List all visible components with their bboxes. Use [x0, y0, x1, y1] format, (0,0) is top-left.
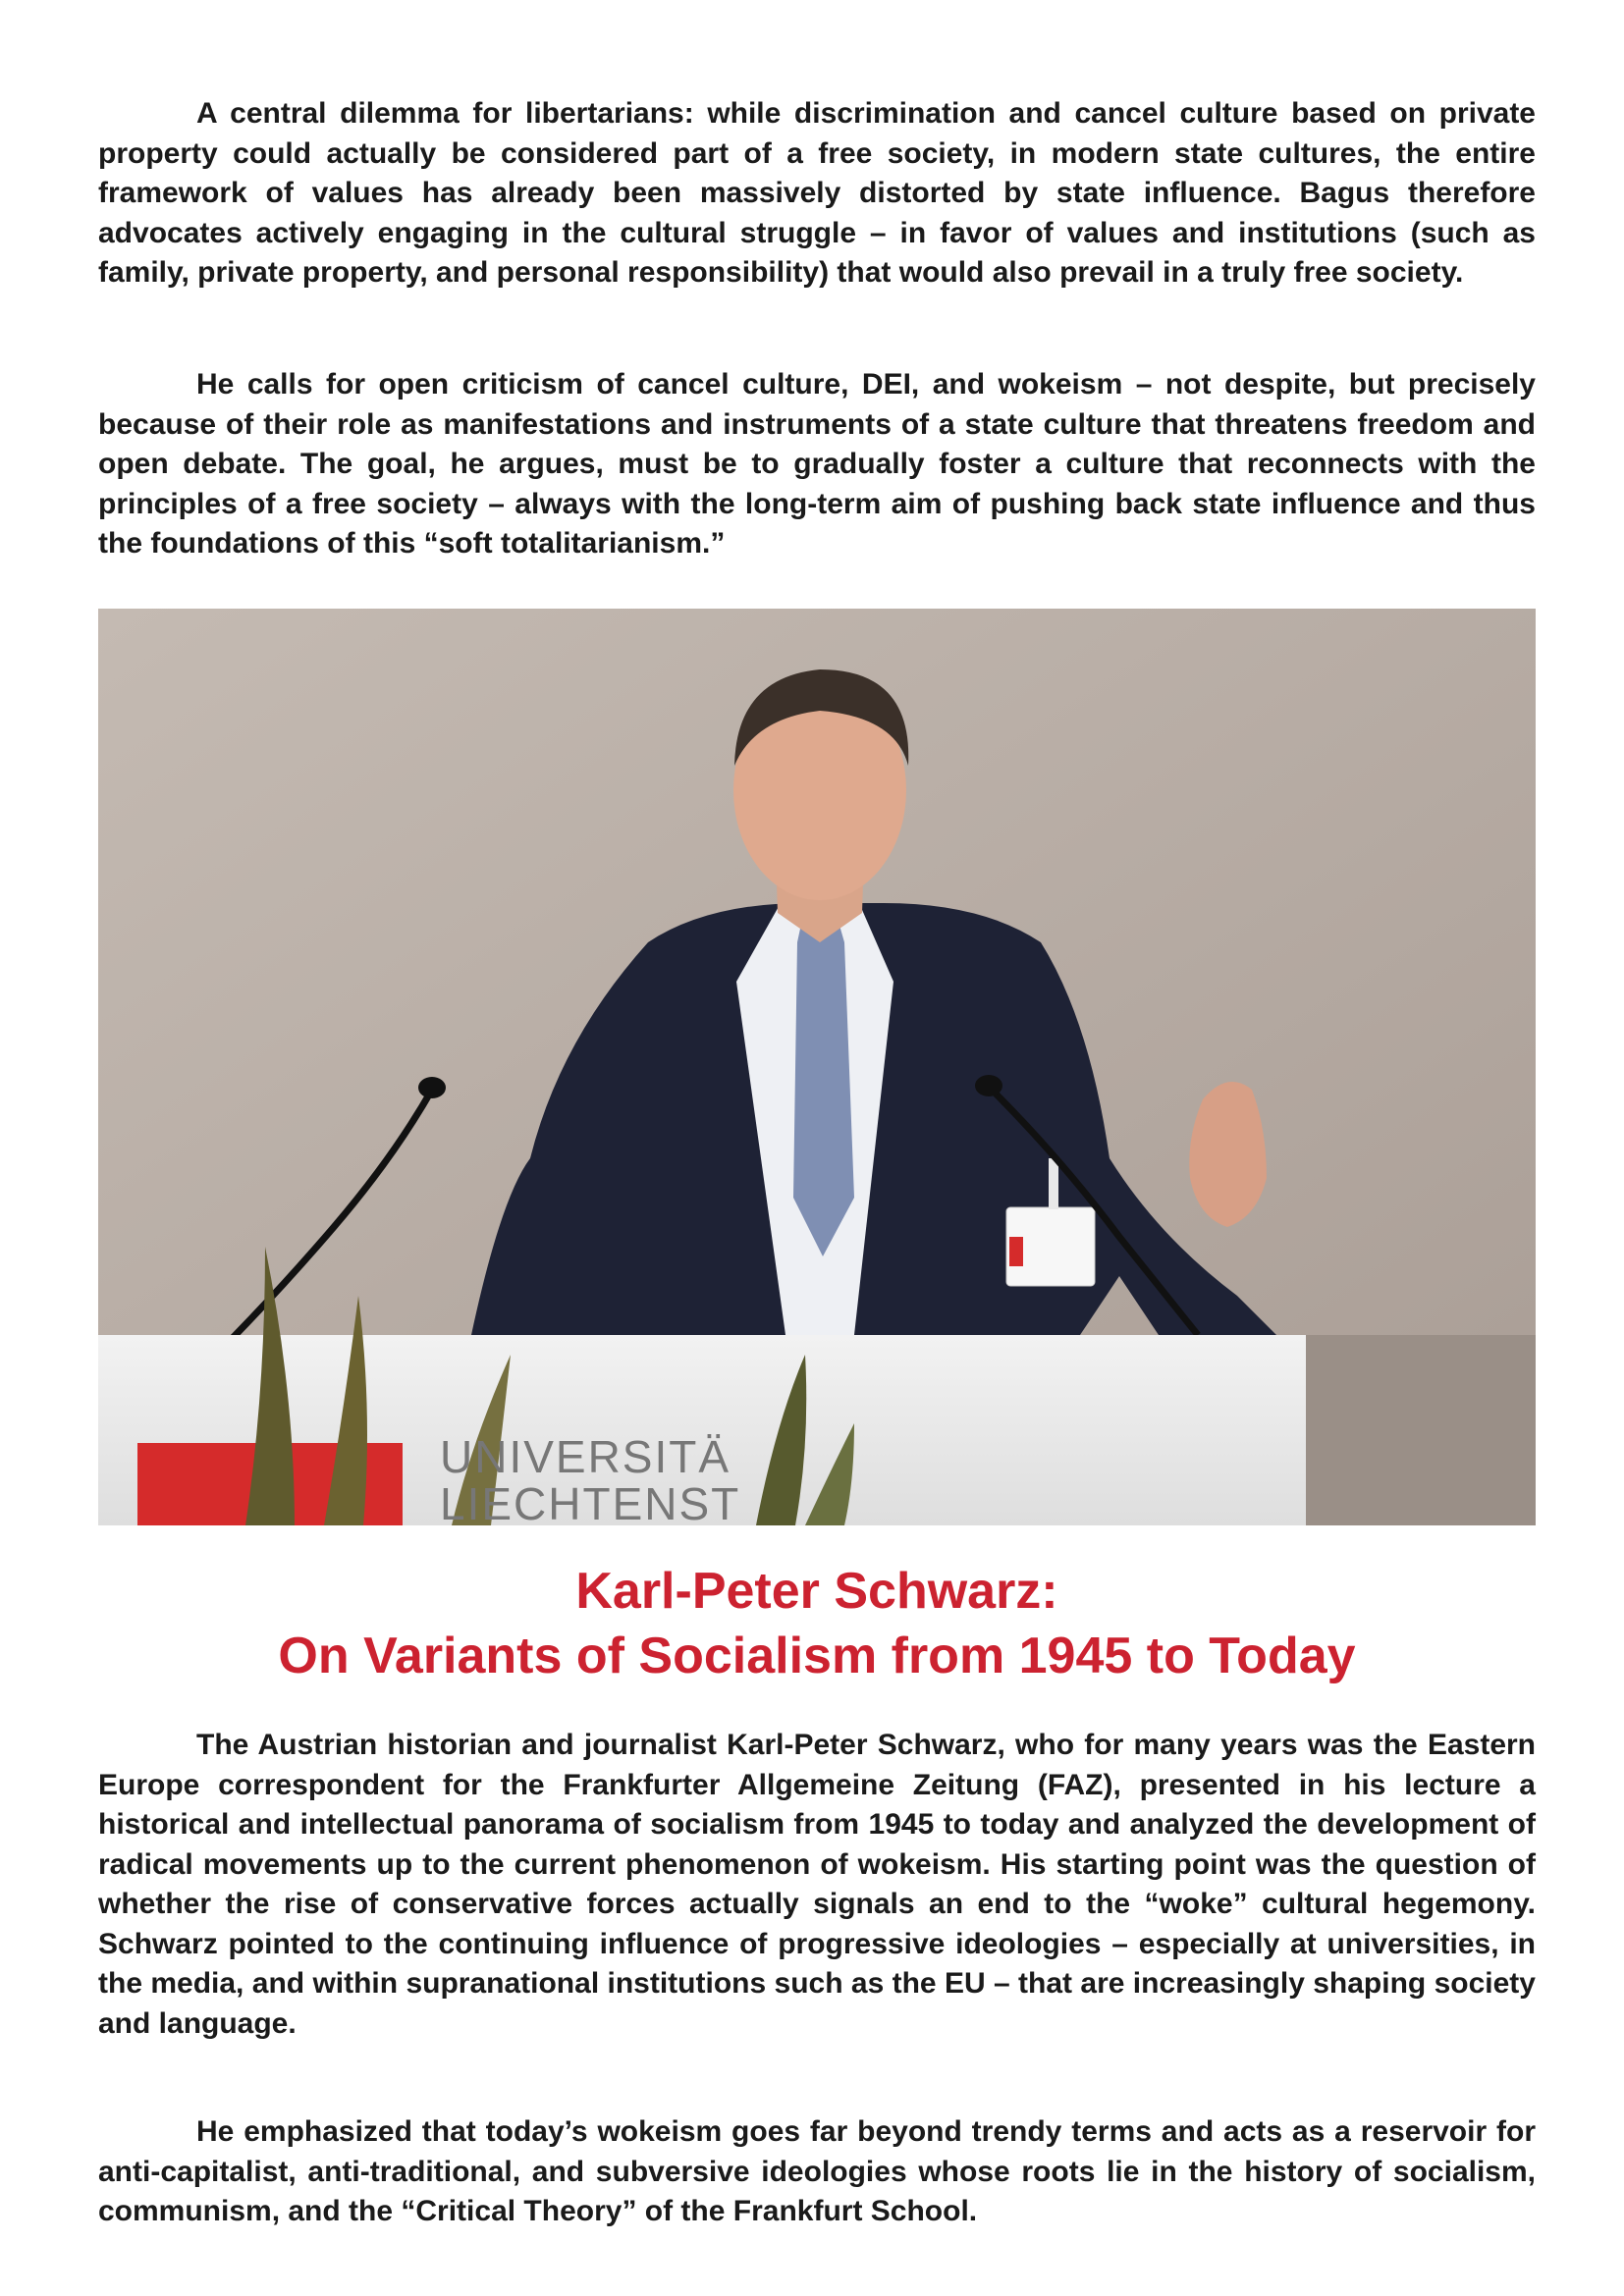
section-title [98, 1559, 1536, 1688]
paragraph-libertarian-dilemma: A central dilemma for libertarians: while discrimination and cancel culture based on private property could actually be considered part of a free society, in modern state cultures, the entire framework of values has already been massively distorted by state influence. Bagus therefore advocates actively engaging in the cultural struggle – in favor of values and institutions (such as family, private property, and personal responsibility) that would also prevail in a truly free society. [98, 97, 1536, 289]
speaker-photo [98, 609, 1536, 1525]
podium-sign-line2: LIECHTENST [440, 1478, 741, 1525]
paragraph-wokeism-roots: He emphasized that today’s wokeism goes far beyond trendy terms and acts as a reservoir for anti-capitalist, anti-traditional, and subversive ideologies whose roots lie in the history of socialism, communism, and the “Critical Theory” of the Frankfurt School. [98, 2115, 1536, 2227]
section-title-line1: Karl-Peter Schwarz: [575, 1563, 1058, 1620]
paragraph-schwarz-lecture: The Austrian historian and journalist Karl-Peter Schwarz, who for many years was the Eastern Europe correspondent for the Frankfurter Allgemeine Zeitung (FAZ), presented in his lecture a historical and intellectual panorama of socialism from 1945 to today and analyzed the development of radical movements up to the current phenomenon of wokeism. His starting point was the question of whether the rise of conservative forces actually signals an end to the “woke” cultural hegemony. Schwarz pointed to the continuing influence of progressive ideologies – especially at universities, in the media, and within supranational institutions such as the EU – that are increasingly shaping society and language. [98, 1729, 1536, 2040]
paragraph-call-for-criticism: He calls for open criticism of cancel culture, DEI, and wokeism – not despite, but precisely because of their role as manifestations and instruments of a state culture that threatens freedom and open debate. The goal, he argues, must be to gradually foster a culture that reconnects with the principles of a free society – always with the long-term aim of pushing back state influence and thus the foundations of this “soft totalitarianism.” [98, 368, 1536, 560]
speaker-tie [793, 915, 854, 1256]
podium-sign-line1: UNIVERSITÄ [440, 1431, 731, 1482]
section-title-line2: On Variants of Socialism from 1945 to Today [278, 1628, 1356, 1684]
